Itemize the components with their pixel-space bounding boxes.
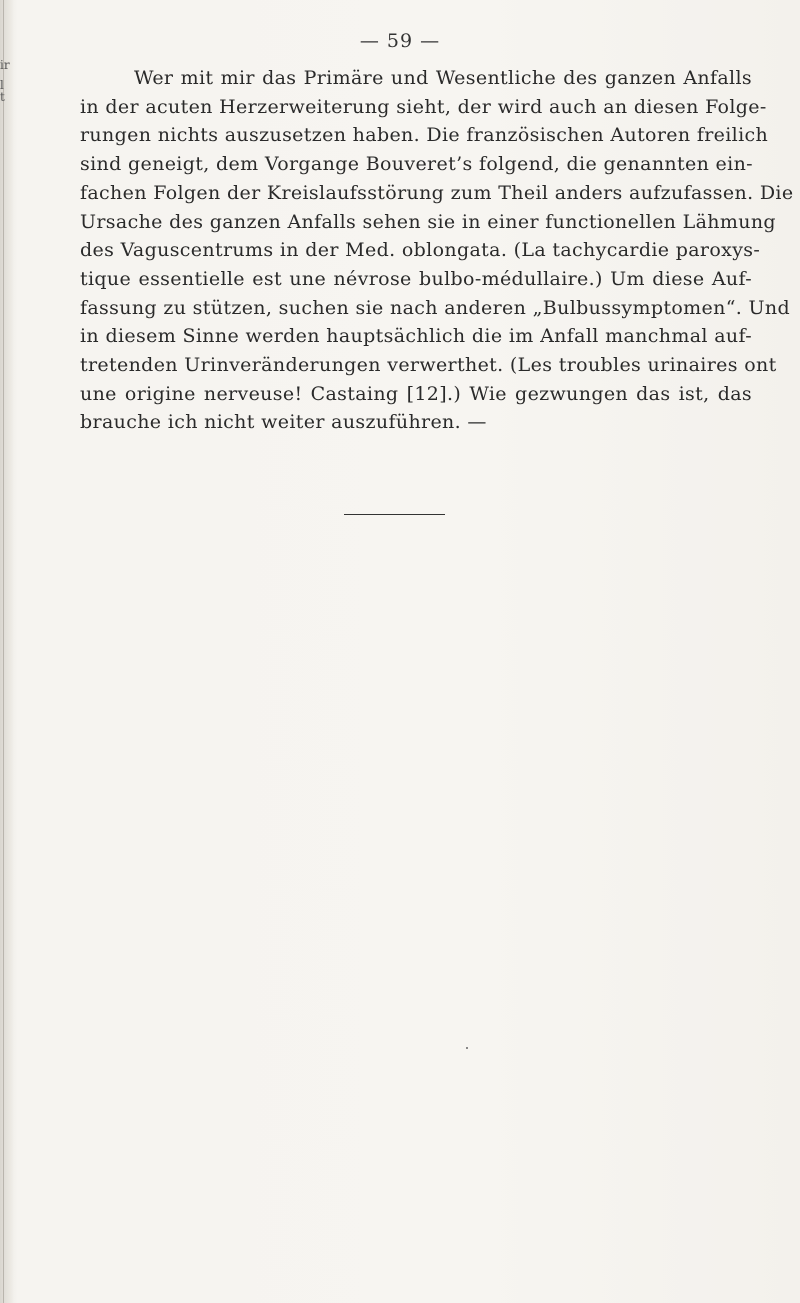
text-line: une origine nerveuse! Castaing [12].) Wie gezwungen das ist, das: [80, 382, 752, 405]
body-paragraph: [80, 64, 794, 437]
text-line: brauche ich nicht weiter auszuführen. —: [80, 411, 487, 434]
gutter-mark: ir: [0, 58, 10, 72]
text-line: in der acuten Herzerweiterung sieht, der wird auch an diesen Folge-: [80, 95, 767, 118]
text-line: rungen nichts auszusetzen haben. Die französischen Autoren freilich: [80, 124, 769, 147]
page-number: — 59 —: [359, 30, 441, 52]
text-line: tretenden Urinveränderungen verwerthet. (Les troubles urinaires ont: [80, 354, 777, 377]
gutter-mark: l: [0, 78, 4, 92]
text-line: fachen Folgen der Kreislaufsstörung zum Theil anders aufzufassen. Die: [80, 181, 794, 204]
gutter-mark: t: [0, 90, 5, 104]
text-line: sind geneigt, dem Vorgange Bouveret’s folgend, die genannten ein-: [80, 153, 753, 176]
page-gutter: [0, 0, 14, 1303]
text-line: Ursache des ganzen Anfalls sehen sie in einer functionellen Lähmung: [80, 210, 776, 233]
text-line: in diesem Sinne werden hauptsächlich die im Anfall manchmal auf-: [80, 325, 752, 348]
text-line: fassung zu stützen, suchen sie nach anderen „Bulbussymptomen“. Und: [80, 296, 791, 319]
text-line: tique essentielle est une névrose bulbo-médullaire.) Um diese Auf-: [80, 267, 752, 290]
paper-speck: [466, 1047, 468, 1049]
text-line: des Vaguscentrums in der Med. oblongata. (La tachycardie paroxys-: [80, 239, 761, 262]
text-line: Wer mit mir das Primäre und Wesentliche des ganzen Anfalls: [134, 67, 752, 89]
section-divider: [344, 514, 445, 515]
gutter-edge-line: [3, 0, 4, 1303]
